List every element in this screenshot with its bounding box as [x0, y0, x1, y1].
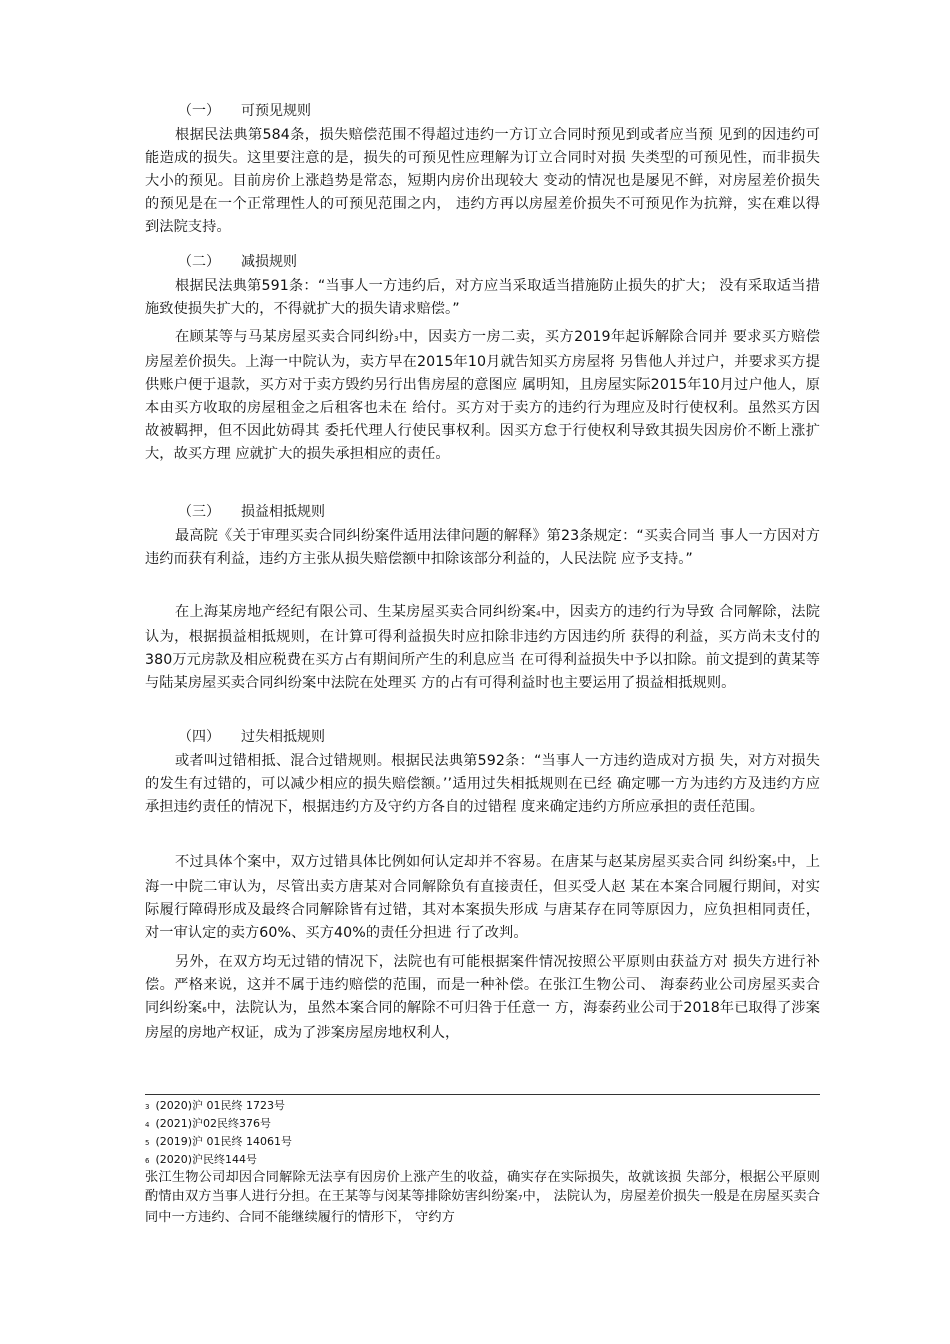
footnote-3 [145, 1098, 285, 1115]
footnote-ref-3: 3 [394, 335, 399, 343]
footnote-text: (2021)沪02民终376号 [155, 1117, 272, 1130]
footnote-6 [145, 1152, 257, 1169]
continuation-text-a: 张江生物公司却因合同解除无法享有因房价上涨产生的收益，确实存在实际损失，故就该损 失部分，根据公平原则酌情由双方当事人进行分担。在王某等与闵某等排除妨害纠纷案 [145, 1170, 820, 1204]
footnote-ref-4: 4 [536, 610, 541, 618]
footnote-text: (2020)沪 01民终 1723号 [155, 1099, 286, 1112]
paragraph-interpretation-art23: 最高院《关于审理买卖合同纠纷案件适用法律问题的解释》第23条规定：“买卖合同当 事人一方因对方违约而获有利益，违约方主张从损失赔偿额中扣除该部分利益的，人民法院 应予支持。” [145, 528, 820, 567]
real-estate-case-text-b: 中，因卖方的违约行为导致 合同解除，法院认为，根据损益相抵规则，在计算可得利益损失时应扣除非违约方因违约所 获得的利益，买方尚未支付的380万元房款及相应税费在买方占有期间所产生的利息应当 在可得利益损失中予以扣除。前文提到的黄某等与陆某房屋买卖合同纠纷案中法院在处理买 方的占有可得利益时也主要运用了损益相抵规则。 [145, 604, 820, 691]
footnote-ref-6: 6 [202, 1006, 207, 1014]
paragraph-tang-case [145, 851, 820, 945]
tang-case-text-a: 不过具体个案中，双方过错具体比例如何认定却并不容易。在唐某与赵某房屋买卖合同 纠纷案 [175, 854, 773, 870]
footnote-number: 3 [145, 1103, 150, 1111]
paragraph-zhangjiang-case [145, 951, 820, 1045]
section-heading-4: （四） 过失相抵规则 [178, 729, 325, 745]
footnote-4 [145, 1116, 271, 1133]
footnote-number: 6 [145, 1157, 150, 1165]
paragraph-real-estate-case [145, 601, 820, 695]
tang-case-text-b: 中，上海一中院二审认为，尽管出卖方唐某对合同解除负有直接责任，但买受人赵 某在本案合同履行期间，对实际履行障碍形成及最终合同解除皆有过错，其对本案损失形成 与唐某存在同等原因力，应负担相同责任，对一审认定的卖方60%、买方40%的责任分担进 行了改判。 [145, 854, 820, 941]
footnote-text: (2019)沪 01民终 14061号 [155, 1135, 293, 1148]
footnote-5 [145, 1134, 292, 1151]
continuation-text-b: 中， 法院认为，房屋差价损失一般是在房屋买卖合同中一方违约、合同不能继续履行的情形下， 守约方 [145, 1189, 820, 1225]
footnote-number: 4 [145, 1121, 150, 1129]
footnote-text: (2020)沪民终144号 [155, 1153, 258, 1166]
section-heading-2: （二） 减损规则 [178, 254, 297, 270]
zhangjiang-case-text-b: 中，法院认为，虽然本案合同的解除不可归咎于任意一 方，海泰药业公司于2018年已取得了涉案房屋的房地产权证，成为了涉案房屋房地权利人， [145, 1000, 820, 1041]
paragraph-foreseeability: 根据民法典第584条，损失赔偿范围不得超过违约一方订立合同时预见到或者应当预 见到的因违约可能造成的损失。这里要注意的是，损失的可预见性应理解为订立合同时对损 失类型的可预见性，而非损失大小的预见。目前房价上涨趋势是常态，短期内房价出现较大 变动的情况也是屡见不鲜，对房屋差价损失的预见是在一个正常理性人的可预见范围之内， 违约方再以房屋差价损失不可预见作为抗辩，实在难以得到法院支持。 [145, 127, 820, 235]
gu-case-text-b: 中，因卖方一房二卖，买方2019年起诉解除合同并 要求买方赔偿房屋差价损失。上海一中院认为，卖方早在2015年10月就告知买方房屋将 另售他人并过户，并要求买方提供账户便于退款，买方对于卖方毁约另行出售房屋的意图应 属明知，且房屋实际2015年10月过户他人，原本由买方收取的房屋租金之后租客也未在 给付。买方对于卖方的违约行为理应及时行使权利。虽然买方因故被羁押，但不因此妨碍其 委托代理人行使民事权利。因买方怠于行使权利导致其损失因房价不断上涨扩大，故买方理 应就扩大的损失承担相应的责任。 [145, 329, 820, 462]
paragraph-mitigation-rule: 根据民法典第591条：“当事人一方违约后，对方应当采取适当措施防止损失的扩大； 没有采取适当措施致使损失扩大的，不得就扩大的损失请求赔偿。” [145, 278, 820, 317]
footnote-ref-5: 5 [772, 860, 777, 868]
footnote-ref-7: 7 [518, 1194, 523, 1202]
gu-case-text-a: 在顾某等与马某房屋买卖合同纠纷 [175, 329, 395, 345]
footnote-number: 5 [145, 1139, 150, 1147]
section-heading-1: （一） 可预见规则 [178, 103, 311, 119]
section-heading-3: （三） 损益相抵规则 [178, 504, 325, 520]
footnote-divider [145, 1094, 820, 1095]
zhangjiang-case-text-a: 另外，在双方均无过错的情况下，法院也有可能根据案件情况按照公平原则由获益方对 损失方进行补偿。严格来说，这并不属于违约赔偿的范围，而是一种补偿。在张江生物公司、 海泰药业公司房屋买卖合同纠纷案 [145, 954, 820, 1016]
paragraph-comparative-fault: 或者叫过错相抵、混合过错规则。根据民法典第592条：“当事人一方违约造成对方损 失，对方对损失的发生有过错的，可以减少相应的损失赔偿额。’’适用过失相抵规则在已经 确定哪一方为违约方及违约方应承担违约责任的情况下，根据违约方及守约方各自的过错程 度来确定违约方所应承担的责任范围。 [145, 753, 820, 815]
real-estate-case-text-a: 在上海某房地产经纪有限公司、生某房屋买卖合同纠纷案 [175, 604, 537, 620]
paragraph-continuation [145, 1168, 820, 1227]
paragraph-gu-case [145, 326, 820, 466]
